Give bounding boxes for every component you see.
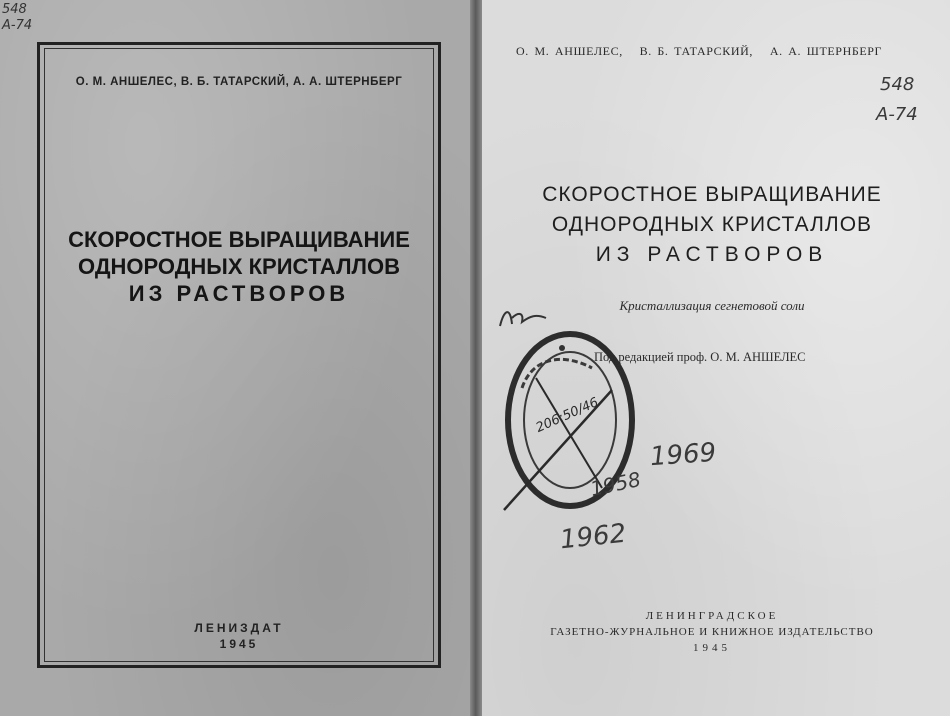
corner-note-line-2: А-74 — [2, 18, 33, 33]
title-page-year: 1945 — [693, 642, 731, 654]
publisher-name: ГАЗЕТНО-ЖУРНАЛЬНОЕ И КНИЖНОЕ ИЗДАТЕЛЬСТВО — [550, 626, 874, 638]
title-page-title — [502, 180, 922, 270]
cover-title-line-2: ОДНОРОДНЫХ КРИСТАЛЛОВ — [78, 254, 400, 279]
cover-title-line-1: СКОРОСТНОЕ ВЫРАЩИВАНИЕ — [68, 227, 410, 252]
title-page-editor: Под редакцией проф. О. М. АНШЕЛЕС — [594, 350, 806, 364]
cover-authors: О. М. АНШЕЛЕС, В. Б. ТАТАРСКИЙ, А. А. ШТЕРНБЕРГ — [75, 76, 403, 88]
title-page — [482, 0, 950, 716]
handwritten-year-3: 1969 — [649, 437, 718, 473]
stamp-inventory-number: 206:50/46 — [533, 395, 601, 436]
title-page-title-line-2: ОДНОРОДНЫХ КРИСТАЛЛОВ — [551, 213, 873, 236]
handwritten-year-1: 1962 — [558, 518, 628, 556]
shelf-mark-code: А-74 — [876, 104, 918, 125]
corner-handwritten-note — [2, 2, 32, 34]
cover-title-line-3: ИЗ РАСТВОРОВ — [128, 281, 350, 306]
publisher-city: ЛЕНИНГРАДСКОЕ — [645, 610, 779, 622]
title-page-title-line-3: ИЗ РАСТВОРОВ — [595, 243, 829, 266]
title-page-authors: О. М. АНШЕЛЕС, В. Б. ТАТАРСКИЙ, А. А. ШТЕРНБЕРГ — [516, 44, 883, 58]
cover-title — [44, 226, 434, 307]
title-page-title-line-1: СКОРОСТНОЕ ВЫРАЩИВАНИЕ — [542, 183, 882, 206]
corner-note-line-1: 548 — [2, 2, 27, 17]
cover-frame-inner — [44, 48, 434, 662]
cover-year: 1945 — [219, 637, 259, 651]
handwritten-year-2: 1958 — [588, 466, 643, 502]
cover-publisher-name: ЛЕНИЗДАТ — [194, 621, 284, 635]
shelf-mark-number: 548 — [880, 74, 915, 95]
title-page-publisher — [482, 608, 942, 656]
cover-publisher — [44, 620, 434, 652]
title-page-subtitle: Кристаллизация сегнетовой соли — [619, 298, 805, 313]
